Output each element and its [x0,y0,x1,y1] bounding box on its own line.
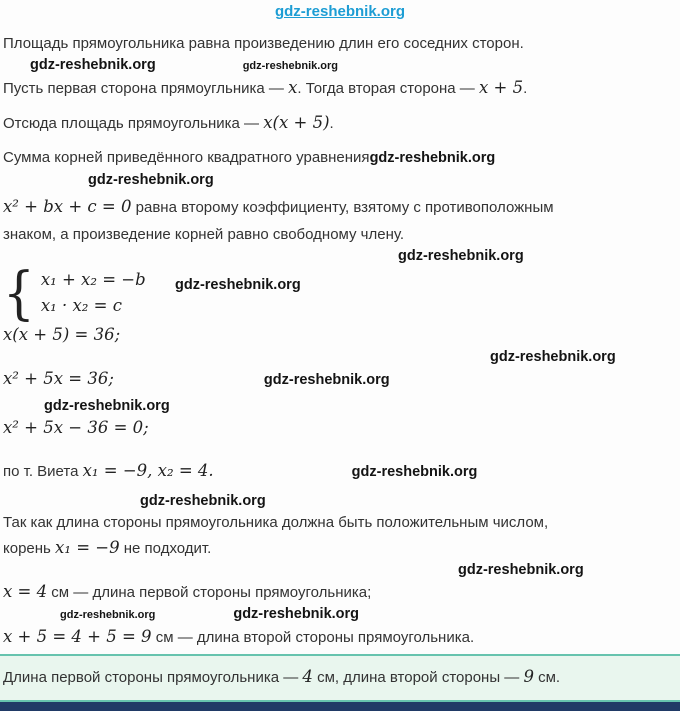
text-run: знаком, а произведение корней равно свободному члену. [3,226,405,243]
content-row [0,368,680,391]
content-row [0,33,680,54]
watermark-small: gdz-reshebnik.org [242,60,339,72]
text-run: . Тогда вторая сторона — [297,80,479,97]
content-row [0,147,680,169]
content-row [0,559,680,581]
watermark: gdz-reshebnik.org [263,372,390,388]
header [0,0,680,24]
content-row [0,603,680,626]
math-run: 9 [523,667,534,686]
text-run: Сумма корней приведённого квадратного уравнения [3,149,370,166]
content-row [0,581,680,603]
text-run: см — длина первой стороны прямоугольника; [47,584,372,601]
watermark: gdz-reshebnik.org [30,57,156,73]
watermark: gdz-reshebnik.org [458,562,584,578]
watermark: gdz-reshebnik.org [175,277,301,293]
watermark: gdz-reshebnik.org [351,464,478,480]
content-row [0,54,680,77]
text-run: см, длина второй стороны — [312,669,524,686]
math-run: x₁ + x₂ = −b [40,270,146,289]
watermark: gdz-reshebnik.org [233,606,360,622]
watermark: gdz-reshebnik.org [140,493,266,509]
content-row [0,346,680,368]
system-brace: { [3,259,35,327]
text-run: по т. Виета [3,463,83,480]
math-run: x₁ = −9 [55,538,120,557]
watermark: gdz-reshebnik.org [44,398,170,414]
text-run: см. [533,669,561,686]
content-row [0,417,680,439]
watermark-small: gdz-reshebnik.org [60,609,156,621]
text-run: см — длина второй стороны прямоугольника. [151,629,475,646]
text-run: Длина первой стороны прямоугольника — [3,669,303,686]
content-row [0,224,680,245]
text-run: равна второму коэффициенту, взятому с противоположным [131,199,554,216]
content-row [0,626,680,648]
math-run: x = 4 [3,582,48,601]
answer-box [0,654,680,702]
solution-content [0,33,680,648]
text-run: не подходит. [119,540,212,557]
math-run: x₁ = −9, x₂ = 4. [82,461,214,480]
text-run: корень [3,540,56,557]
math-run: x(x + 5) [263,113,330,132]
math-run: 4 [302,667,313,686]
content-row [0,112,680,134]
watermark: gdz-reshebnik.org [398,248,524,264]
text-run: Так как длина стороны прямоугольника должна быть положительным числом, [3,514,549,531]
math-run: x(x + 5) = 36; [3,325,121,344]
content-row [0,460,680,483]
text-run: . [523,80,528,97]
math-run: x + 5 = 4 + 5 = 9 [3,627,152,646]
text-run: . [329,115,334,132]
math-run: x² + bx + c = 0 [3,197,132,216]
content-row [0,77,680,99]
watermark: gdz-reshebnik.org [369,150,496,166]
content-row [0,512,680,533]
content-row [0,537,680,559]
math-run: x² + 5x − 36 = 0; [3,418,149,437]
math-run: x₁ · x₂ = c [40,296,122,315]
text-run: Площадь прямоугольника равна произведению длин его соседних сторон. [3,35,524,52]
site-watermark-link[interactable]: gdz-reshebnik.org [274,3,405,20]
system-equations [41,267,146,319]
content-row [0,245,680,267]
watermark: gdz-reshebnik.org [490,349,616,365]
content-row [0,490,680,512]
math-run: x [288,78,298,97]
math-run: x + 5 [478,78,524,97]
content-row [0,395,680,417]
math-run: x² + 5x = 36; [3,369,114,388]
content-row [0,196,680,218]
text-run: Отсюда площадь прямоугольника — [3,115,264,132]
equation-system [0,259,680,327]
bottom-bar [0,702,680,711]
text-run: Пусть первая сторона прямоугльника — [3,80,289,97]
watermark: gdz-reshebnik.org [88,172,214,188]
content-row [0,324,680,346]
content-row [0,169,680,191]
